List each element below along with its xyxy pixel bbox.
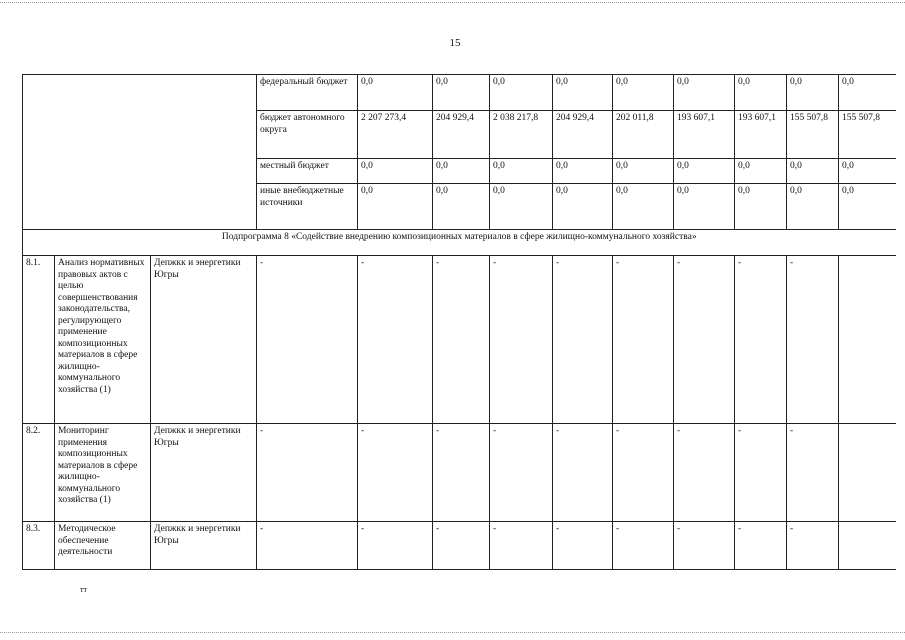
- funding-value: 202 011,8: [613, 111, 674, 159]
- funding-value: 0,0: [358, 75, 433, 111]
- activity-value: -: [787, 256, 839, 424]
- funding-value: 0,0: [358, 184, 433, 230]
- bottom-edge-line: [0, 632, 905, 633]
- funding-source: местный бюджет: [257, 159, 358, 184]
- subprogram-header-row: [23, 230, 896, 256]
- funding-value: 0,0: [553, 159, 613, 184]
- activity-value: -: [358, 424, 433, 522]
- funding-value: 0,0: [674, 75, 735, 111]
- funding-value: 0,0: [613, 184, 674, 230]
- funding-value: 0,0: [735, 75, 787, 111]
- funding-value: 0,0: [787, 184, 839, 230]
- funding-value: 0,0: [490, 184, 553, 230]
- funding-value: 0,0: [433, 159, 490, 184]
- activity-value: -: [787, 522, 839, 570]
- funding-value: 0,0: [490, 159, 553, 184]
- funding-source: иные внебюджетные источники: [257, 184, 358, 230]
- activity-value: -: [490, 522, 553, 570]
- activity-value: -: [553, 424, 613, 522]
- funding-value: 0,0: [787, 75, 839, 111]
- funding-value: 0,0: [553, 184, 613, 230]
- activity-value: -: [358, 256, 433, 424]
- activity-empty-cell: [839, 522, 896, 570]
- activity-empty-cell: [839, 256, 896, 424]
- funding-value: 2 038 217,8: [490, 111, 553, 159]
- activity-value: -: [735, 522, 787, 570]
- subprogram-title: Подпрограмма 8 «Содействие внедрению композиционных материалов в сфере жилищно-коммунального хозяйства»: [23, 230, 896, 256]
- funding-value: 0,0: [358, 159, 433, 184]
- activity-number: 8.3.: [23, 522, 55, 570]
- activity-value: -: [490, 424, 553, 522]
- funding-value: 0,0: [839, 159, 896, 184]
- funding-value: 0,0: [735, 184, 787, 230]
- funding-value: 0,0: [553, 75, 613, 111]
- funding-value: 0,0: [674, 184, 735, 230]
- activity-value: -: [674, 424, 735, 522]
- funding-value: 204 929,4: [433, 111, 490, 159]
- activity-number: 8.1.: [23, 256, 55, 424]
- activity-value: -: [735, 424, 787, 522]
- activity-empty-cell: [839, 424, 896, 522]
- activity-name: Мониторинг применения композиционных материалов в сфере жилищно-коммунального хозяйства (1): [55, 424, 151, 522]
- activity-row: [23, 256, 896, 424]
- activity-value: -: [553, 256, 613, 424]
- activity-executor: Депжкк и энергетики Югры: [151, 424, 257, 522]
- activity-value: -: [674, 256, 735, 424]
- funding-value: 0,0: [674, 159, 735, 184]
- funding-value: 193 607,1: [735, 111, 787, 159]
- activity-value: -: [553, 522, 613, 570]
- funding-value: 204 929,4: [553, 111, 613, 159]
- activity-value: -: [613, 522, 674, 570]
- funding-value: 155 507,8: [839, 111, 896, 159]
- activity-value: -: [735, 256, 787, 424]
- funding-value: 0,0: [613, 75, 674, 111]
- activity-value: -: [433, 256, 490, 424]
- activity-value: -: [433, 522, 490, 570]
- funding-value: 193 607,1: [674, 111, 735, 159]
- funding-value: 0,0: [490, 75, 553, 111]
- activity-name: Методическое обеспечение деятельности: [55, 522, 151, 570]
- activity-number: 8.2.: [23, 424, 55, 522]
- activity-value: -: [257, 424, 358, 522]
- activity-row: [23, 424, 896, 522]
- funding-source: федеральный бюджет: [257, 75, 358, 111]
- budget-table: [22, 74, 896, 570]
- activity-value: -: [490, 256, 553, 424]
- activity-value: -: [257, 256, 358, 424]
- activity-value: -: [433, 424, 490, 522]
- funding-value: 0,0: [787, 159, 839, 184]
- funding-value: 0,0: [433, 184, 490, 230]
- funding-value: 0,0: [839, 75, 896, 111]
- merged-blank-cell: [23, 75, 257, 230]
- activity-value: -: [257, 522, 358, 570]
- funding-source: бюджет автономного округа: [257, 111, 358, 159]
- funding-value: 0,0: [433, 75, 490, 111]
- funding-value: 0,0: [613, 159, 674, 184]
- funding-value: 0,0: [735, 159, 787, 184]
- activity-value: -: [613, 424, 674, 522]
- top-edge-line: [0, 2, 905, 3]
- page-number: 15: [449, 37, 461, 49]
- activity-row: [23, 522, 896, 570]
- activity-value: -: [358, 522, 433, 570]
- activity-value: -: [613, 256, 674, 424]
- activity-name: Анализ нормативных правовых актов с целью совершенствования законодательства, регулирующего применение композиционных материалов в сфере жилищно-коммунального хозяйства (1): [55, 256, 151, 424]
- funding-value: 155 507,8: [787, 111, 839, 159]
- funding-row-federal: [23, 75, 896, 111]
- activity-value: -: [674, 522, 735, 570]
- activity-executor: Депжкк и энергетики Югры: [151, 522, 257, 570]
- funding-value: 0,0: [839, 184, 896, 230]
- footer-mark: тт: [80, 585, 87, 594]
- activity-value: -: [787, 424, 839, 522]
- activity-executor: Депжкк и энергетики Югры: [151, 256, 257, 424]
- funding-value: 2 207 273,4: [358, 111, 433, 159]
